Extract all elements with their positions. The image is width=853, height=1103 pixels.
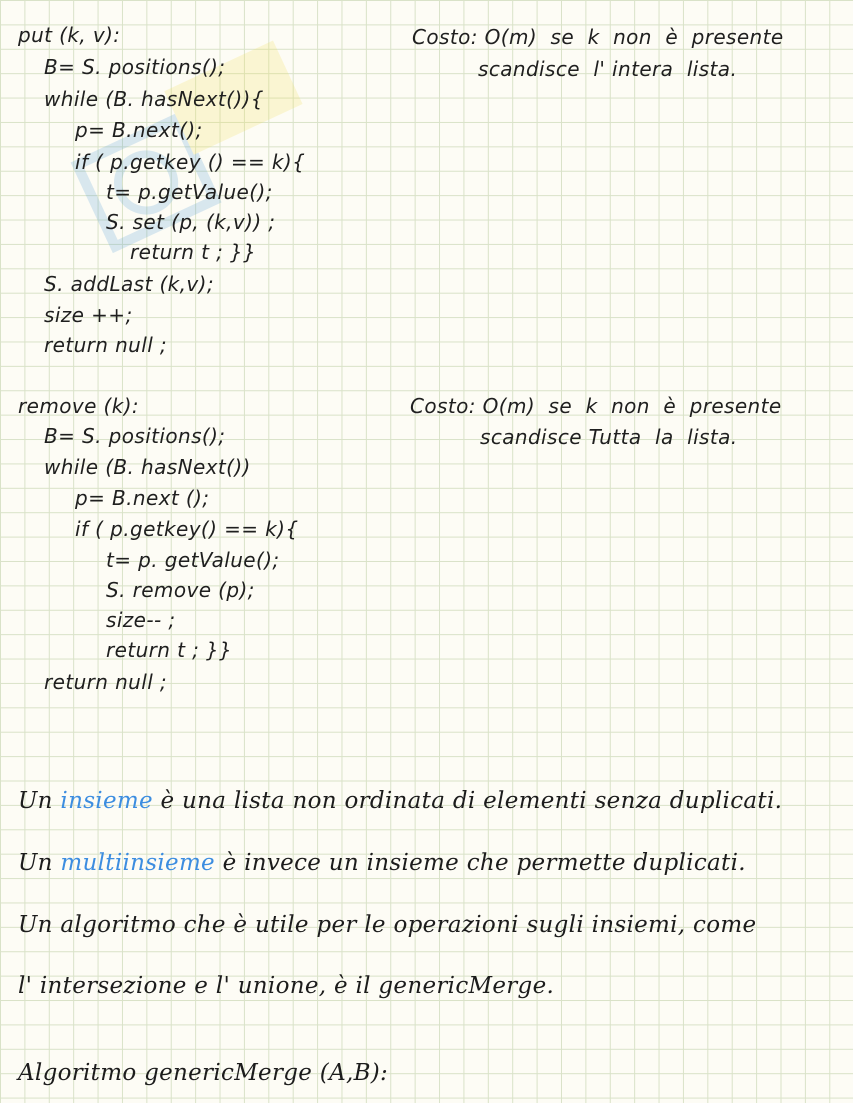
code-line: return t ; }}: [106, 638, 233, 662]
prose-line: Un algoritmo che è utile per le operazioni sugli insiemi, come: [18, 912, 757, 938]
code-line: S. remove (p);: [106, 578, 255, 602]
code-line: t= p.getValue();: [106, 180, 273, 204]
definition-multiinsieme: [18, 850, 746, 876]
prose-text: è una lista non ordinata di elementi senza duplicati.: [152, 788, 783, 814]
code-line: B= S. positions();: [44, 55, 226, 79]
code-line: size ++;: [44, 303, 133, 327]
code-line: remove (k):: [18, 394, 140, 418]
code-line: S. set (p, (k,v)) ;: [106, 210, 276, 234]
code-line: p= B.next();: [75, 118, 203, 142]
code-line: S. addLast (k,v);: [44, 272, 214, 296]
prose-line: l' intersezione e l' unione, è il genericMerge.: [18, 973, 555, 999]
put-cost-note-2: scandisce l' intera lista.: [478, 57, 738, 81]
code-line: B= S. positions();: [44, 424, 226, 448]
code-line: put (k, v):: [18, 23, 121, 47]
code-line: p= B.next ();: [75, 486, 210, 510]
code-line: while (B. hasNext()): [44, 455, 251, 479]
highlight-term: insieme: [60, 788, 153, 814]
remove-cost-note: Costo: O(m) se k non è presente: [410, 394, 782, 418]
code-line: if ( p.getkey() == k){: [75, 517, 299, 541]
code-line: while (B. hasNext()){: [44, 87, 264, 111]
algorithm-heading: Algoritmo genericMerge (A,B):: [18, 1060, 389, 1086]
code-line: if ( p.getkey () == k){: [75, 150, 306, 174]
highlight-term: multiinsieme: [60, 850, 215, 876]
definition-insieme: [18, 788, 782, 814]
code-line: t= p. getValue();: [106, 548, 280, 572]
code-line: return null ;: [44, 333, 168, 357]
code-line: return t ; }}: [130, 240, 257, 264]
remove-cost-note-2: scandisce Tutta la lista.: [480, 425, 738, 449]
prose-text: Un: [18, 850, 61, 876]
prose-text: è invece un insieme che permette duplicati.: [214, 850, 746, 876]
prose-text: Un: [18, 788, 61, 814]
code-line: return null ;: [44, 670, 168, 694]
put-cost-note: Costo: O(m) se k non è presente: [412, 25, 784, 49]
code-line: size-- ;: [106, 608, 176, 632]
